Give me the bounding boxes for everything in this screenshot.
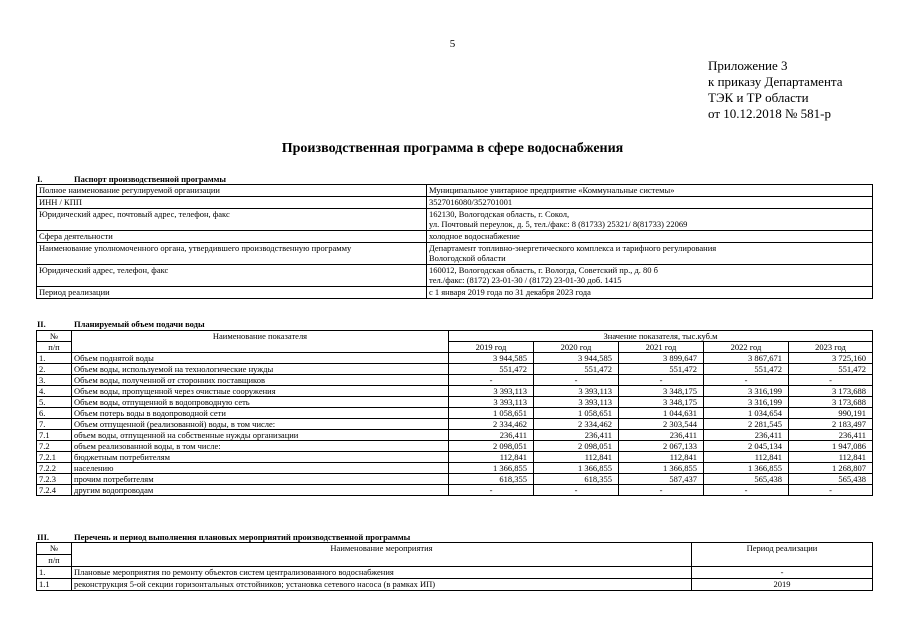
table-row: [37, 408, 873, 419]
table-row: [37, 485, 873, 496]
row-period: -: [692, 567, 873, 579]
row-value: 236,411: [789, 430, 873, 441]
row-value: 112,841: [704, 452, 789, 463]
passport-value-line-2: тел./факс: (8172) 23-01-30 / (8172) 23-01-30 доб. 1415: [429, 275, 622, 285]
row-indicator: прочим потребителям: [72, 474, 449, 485]
row-value: 565,438: [704, 474, 789, 485]
passport-value-line-1: Муниципальное унитарное предприятие «Коммунальные системы»: [429, 185, 675, 195]
appendix-line-4: от 10.12.2018 № 581-р: [708, 106, 831, 121]
table-row: [37, 474, 873, 485]
row-number: 7.2.3: [37, 474, 72, 485]
passport-value-line-1: с 1 января 2019 года по 31 декабря 2023 года: [429, 287, 591, 297]
row-value: 1 058,651: [449, 408, 534, 419]
row-value: 618,355: [534, 474, 619, 485]
row-value: 2 334,462: [534, 419, 619, 430]
passport-value-line-1: 162130, Вологодская область, г. Сокол,: [429, 209, 570, 219]
row-value: 112,841: [534, 452, 619, 463]
row-indicator: объем реализованной воды, в том числе:: [72, 441, 449, 452]
row-number: 4.: [37, 386, 72, 397]
table-row: [37, 567, 873, 579]
passport-row: [37, 197, 873, 209]
row-value: 236,411: [704, 430, 789, 441]
row-value: 236,411: [619, 430, 704, 441]
col-header-year: 2023 год: [789, 342, 873, 353]
passport-value: [427, 243, 873, 265]
row-value: 3 173,688: [789, 386, 873, 397]
row-value: -: [789, 375, 873, 386]
row-value: 3 393,113: [449, 397, 534, 408]
col-header-measure: Наименование мероприятия: [72, 543, 692, 567]
passport-value: [427, 197, 873, 209]
measures-table: [36, 542, 873, 591]
col-header-year: 2019 год: [449, 342, 534, 353]
row-value: 1 366,855: [534, 463, 619, 474]
row-value: 3 725,160: [789, 353, 873, 364]
section-3-title: Перечень и период выполнения плановых мероприятий производственной программы: [74, 532, 411, 542]
passport-row: [37, 243, 873, 265]
row-number: 7.2.4: [37, 485, 72, 496]
row-value: 551,472: [534, 364, 619, 375]
row-value: 2 067,133: [619, 441, 704, 452]
row-number: 1.: [37, 567, 72, 579]
col-header-year: 2021 год: [619, 342, 704, 353]
row-value: 2 098,051: [534, 441, 619, 452]
col-header-number: №: [37, 543, 72, 555]
row-indicator: бюджетным потребителям: [72, 452, 449, 463]
table-row: [37, 452, 873, 463]
row-value: 3 944,585: [534, 353, 619, 364]
row-number: 7.: [37, 419, 72, 430]
row-value: 3 393,113: [534, 386, 619, 397]
passport-row: [37, 231, 873, 243]
row-value: 551,472: [449, 364, 534, 375]
row-value: 3 348,175: [619, 386, 704, 397]
row-value: 3 316,199: [704, 397, 789, 408]
passport-label: Юридический адрес, почтовый адрес, телефон, факс: [37, 209, 427, 231]
row-value: 551,472: [789, 364, 873, 375]
row-value: -: [704, 375, 789, 386]
passport-value: [427, 231, 873, 243]
col-header-period: Период реализации: [692, 543, 873, 567]
row-value: 990,191: [789, 408, 873, 419]
row-value: 3 316,199: [704, 386, 789, 397]
row-number: 7.2.1: [37, 452, 72, 463]
passport-row: [37, 209, 873, 231]
row-value: 1 044,631: [619, 408, 704, 419]
passport-table: [36, 184, 873, 299]
table-row: [37, 364, 873, 375]
row-value: 3 393,113: [449, 386, 534, 397]
row-value: 2 303,544: [619, 419, 704, 430]
row-value: 236,411: [534, 430, 619, 441]
row-number: 2.: [37, 364, 72, 375]
passport-label: Сфера деятельности: [37, 231, 427, 243]
row-value: 565,438: [789, 474, 873, 485]
row-number: 3.: [37, 375, 72, 386]
table-row: [37, 397, 873, 408]
passport-value-line-1: холодное водоснабжение: [429, 231, 520, 241]
row-indicator: Объем воды, отпущенной в водопроводную сеть: [72, 397, 449, 408]
row-value: 3 867,671: [704, 353, 789, 364]
row-number: 7.1: [37, 430, 72, 441]
passport-label: Полное наименование регулируемой организации: [37, 185, 427, 197]
row-value: -: [789, 485, 873, 496]
document-title: Производственная программа в сфере водоснабжения: [281, 141, 624, 156]
passport-label: ИНН / КПП: [37, 197, 427, 209]
row-value: 2 334,462: [449, 419, 534, 430]
appendix-line-2: к приказу Департамента: [708, 74, 843, 89]
water-supply-volume-table: [36, 330, 873, 496]
passport-value: [427, 287, 873, 299]
row-value: 2 281,545: [704, 419, 789, 430]
row-value: -: [704, 485, 789, 496]
passport-value-line-1: 3527016080/352701001: [429, 197, 513, 207]
row-value: 2 098,051: [449, 441, 534, 452]
passport-row: [37, 185, 873, 197]
row-indicator: Объем воды, полученной от сторонних поставщиков: [72, 375, 449, 386]
row-number: 1.: [37, 353, 72, 364]
row-indicator: Объем отпущенной (реализованной) воды, в том числе:: [72, 419, 449, 430]
row-value: 1 058,651: [534, 408, 619, 419]
row-value: 2 045,134: [704, 441, 789, 452]
row-value: 1 268,807: [789, 463, 873, 474]
table-row: [37, 386, 873, 397]
table-row: [37, 579, 873, 591]
row-value: -: [619, 375, 704, 386]
passport-value: [427, 185, 873, 197]
row-indicator: Объем воды, пропущенной через очистные сооружения: [72, 386, 449, 397]
table-row: [37, 353, 873, 364]
row-number: 5.: [37, 397, 72, 408]
row-indicator: Объем поднятой воды: [72, 353, 449, 364]
section-2-number: II.: [37, 319, 46, 329]
passport-row: [37, 287, 873, 299]
row-value: -: [449, 375, 534, 386]
row-value: 236,411: [449, 430, 534, 441]
row-value: 3 348,175: [619, 397, 704, 408]
table-row: [37, 375, 873, 386]
row-value: 3 173,688: [789, 397, 873, 408]
row-value: 551,472: [619, 364, 704, 375]
col-header-number-2: п/п: [37, 555, 72, 567]
row-value: -: [534, 485, 619, 496]
row-value: 1 366,855: [704, 463, 789, 474]
col-header-number-2: п/п: [37, 342, 72, 353]
row-value: 3 393,113: [534, 397, 619, 408]
row-period: 2019: [692, 579, 873, 591]
appendix-line-1: Приложение 3: [708, 58, 788, 73]
appendix-line-3: ТЭК и ТР области: [708, 90, 809, 105]
appendix-reference: [708, 58, 843, 122]
row-value: 112,841: [789, 452, 873, 463]
row-value: 551,472: [704, 364, 789, 375]
passport-value: [427, 265, 873, 287]
col-header-year: 2020 год: [534, 342, 619, 353]
passport-value-line-1: Департамент топливно-энергетического комплекса и тарифного регулирования: [429, 243, 717, 253]
row-value: -: [449, 485, 534, 496]
col-header-number: №: [37, 331, 72, 342]
row-number: 7.2: [37, 441, 72, 452]
passport-label: Наименование уполномоченного органа, утвердившего производственную программу: [37, 243, 427, 265]
section-3-heading: [37, 532, 410, 542]
row-number: 7.2.2: [37, 463, 72, 474]
row-indicator: Объем воды, используемой на технологические нужды: [72, 364, 449, 375]
row-value: 587,437: [619, 474, 704, 485]
row-measure: реконструкция 5-ой секции горизонтальных отстойников; установка сетевого насоса (в рамках ИП): [72, 579, 692, 591]
col-header-indicator: Наименование показателя: [72, 331, 449, 353]
row-indicator: объем воды, отпущенной на собственные нужды организации: [72, 430, 449, 441]
row-value: 3 899,647: [619, 353, 704, 364]
section-3-number: III.: [37, 532, 50, 542]
section-2-title: Планируемый объем подачи воды: [74, 319, 205, 329]
passport-label: Период реализации: [37, 287, 427, 299]
row-value: -: [534, 375, 619, 386]
row-value: 618,355: [449, 474, 534, 485]
row-value: -: [619, 485, 704, 496]
row-indicator: населению: [72, 463, 449, 474]
row-indicator: другим водопроводам: [72, 485, 449, 496]
table-row: [37, 463, 873, 474]
section-1-title: Паспорт производственной программы: [74, 174, 227, 184]
table-row: [37, 430, 873, 441]
row-indicator: Объем потерь воды в водопроводной сети: [72, 408, 449, 419]
col-header-year: 2022 год: [704, 342, 789, 353]
row-value: 1 366,855: [619, 463, 704, 474]
section-1-heading: [37, 174, 226, 184]
section-2-heading: [37, 319, 205, 329]
row-value: 2 183,497: [789, 419, 873, 430]
row-value: 3 944,585: [449, 353, 534, 364]
row-number: 1.1: [37, 579, 72, 591]
passport-value-line-2: ул. Почтовый переулок, д. 5, тел./факс: 8 (81733) 25321/ 8(81733) 22069: [429, 219, 688, 229]
passport-row: [37, 265, 873, 287]
row-value: 112,841: [619, 452, 704, 463]
row-value: 1 947,086: [789, 441, 873, 452]
row-measure: Плановые мероприятия по ремонту объектов систем централизованного водоснабжения: [72, 567, 692, 579]
passport-label: Юридический адрес, телефон, факс: [37, 265, 427, 287]
passport-value-line-1: 160012, Вологодская область, г. Вологда, Советский пр., д. 80 б: [429, 265, 659, 275]
section-1-number: I.: [37, 174, 43, 184]
table-row: [37, 419, 873, 430]
row-number: 6.: [37, 408, 72, 419]
passport-value-line-2: Вологодской области: [429, 253, 506, 263]
row-value: 1 366,855: [449, 463, 534, 474]
table-row: [37, 441, 873, 452]
row-value: 1 034,654: [704, 408, 789, 419]
col-header-values: Значение показателя, тыс.куб.м: [449, 331, 873, 342]
passport-value: [427, 209, 873, 231]
row-value: 112,841: [449, 452, 534, 463]
page-number: 5: [449, 38, 456, 50]
